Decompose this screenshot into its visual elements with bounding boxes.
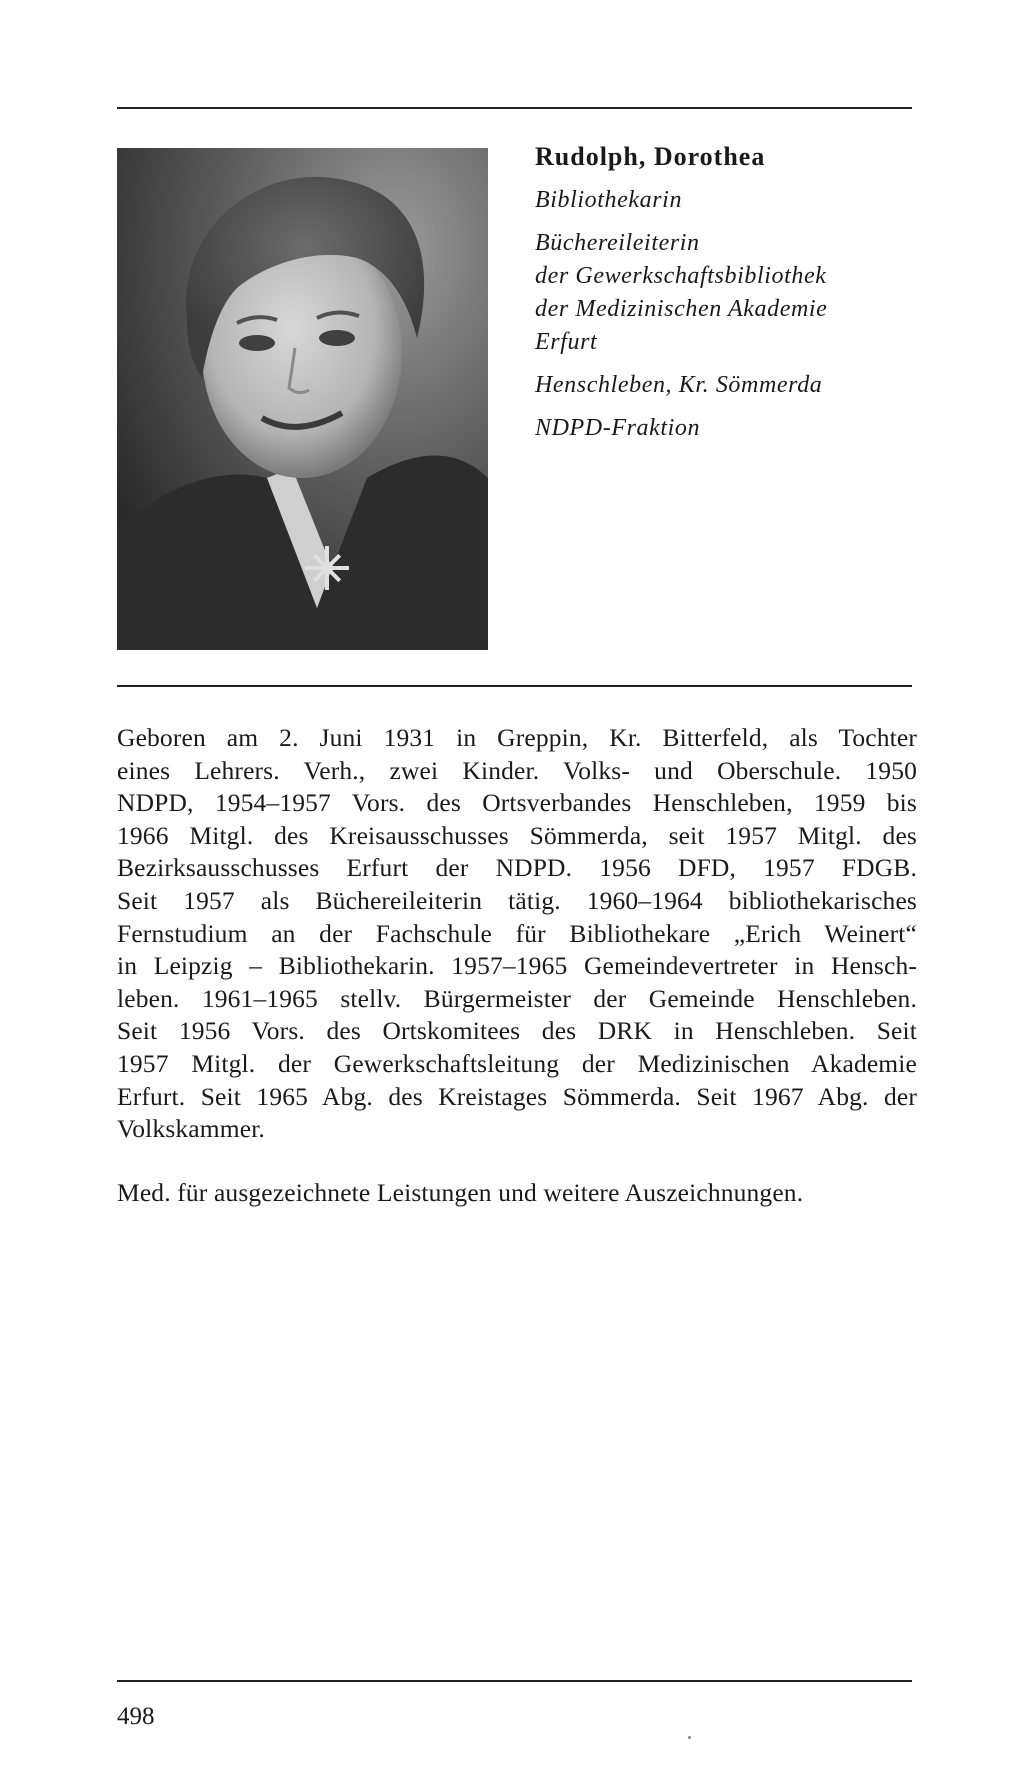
position-line: der Gewerkschaftsbibliothek [535, 263, 827, 289]
bio-line: Seit 1957 als Büchereileiterin tätig. 1960–1964 bibliothekarisches [117, 885, 917, 915]
print-speck [688, 1736, 691, 1739]
page-number: 498 [117, 1703, 155, 1730]
portrait-photo [117, 148, 488, 650]
profile-header [535, 140, 925, 445]
bio-line: eines Lehrers. Verh., zwei Kinder. Volks- und Oberschule. 1950 [117, 755, 917, 785]
bio-line: Fernstudium an der Fachschule für Bibliothekare „Erich Weinert“ [117, 918, 917, 948]
bio-line: in Leipzig – Bibliothekarin. 1957–1965 Gemeindevertreter in Hensch- [117, 951, 917, 981]
section-divider [117, 685, 912, 687]
position-line: Büchereileiterin [535, 230, 700, 256]
occupation: Bibliothekarin [535, 187, 683, 213]
bio-line: leben. 1961–1965 stellv. Bürgermeister der Gemeinde Henschleben. [117, 983, 917, 1013]
bio-line: Bezirksausschusses Erfurt der NDPD. 1956 DFD, 1957 FDGB. [117, 853, 917, 883]
footer-divider [117, 1680, 912, 1682]
faction: NDPD-Fraktion [535, 415, 701, 441]
bio-line: Erfurt. Seit 1965 Abg. des Kreistages Sömmerda. Seit 1967 Abg. der [117, 1081, 917, 1111]
biography-text [117, 722, 917, 1146]
bio-line: NDPD, 1954–1957 Vors. des Ortsverbandes Henschleben, 1959 bis [117, 788, 917, 818]
awards-text: Med. für ausgezeichnete Leistungen und weitere Auszeichnungen. [117, 1178, 804, 1207]
bio-line: 1957 Mitgl. der Gewerkschaftsleitung der Medizinischen Akademie [117, 1048, 917, 1078]
position-line: der Medizinischen Akademie [535, 296, 828, 322]
bio-line: 1966 Mitgl. des Kreisausschusses Sömmerda, seit 1957 Mitgl. des [117, 820, 917, 850]
position-line: Erfurt [535, 329, 598, 355]
bio-line: Geboren am 2. Juni 1931 in Greppin, Kr. Bitterfeld, als Tochter [117, 723, 917, 752]
top-divider [117, 107, 912, 109]
person-name: Rudolph, Dorothea [535, 142, 766, 171]
bio-line: Seit 1956 Vors. des Ortskomitees des DRK in Henschleben. Seit [117, 1016, 917, 1046]
bio-line: Volkskammer. [117, 1114, 265, 1144]
residence: Henschleben, Kr. Sömmerda [535, 372, 823, 398]
